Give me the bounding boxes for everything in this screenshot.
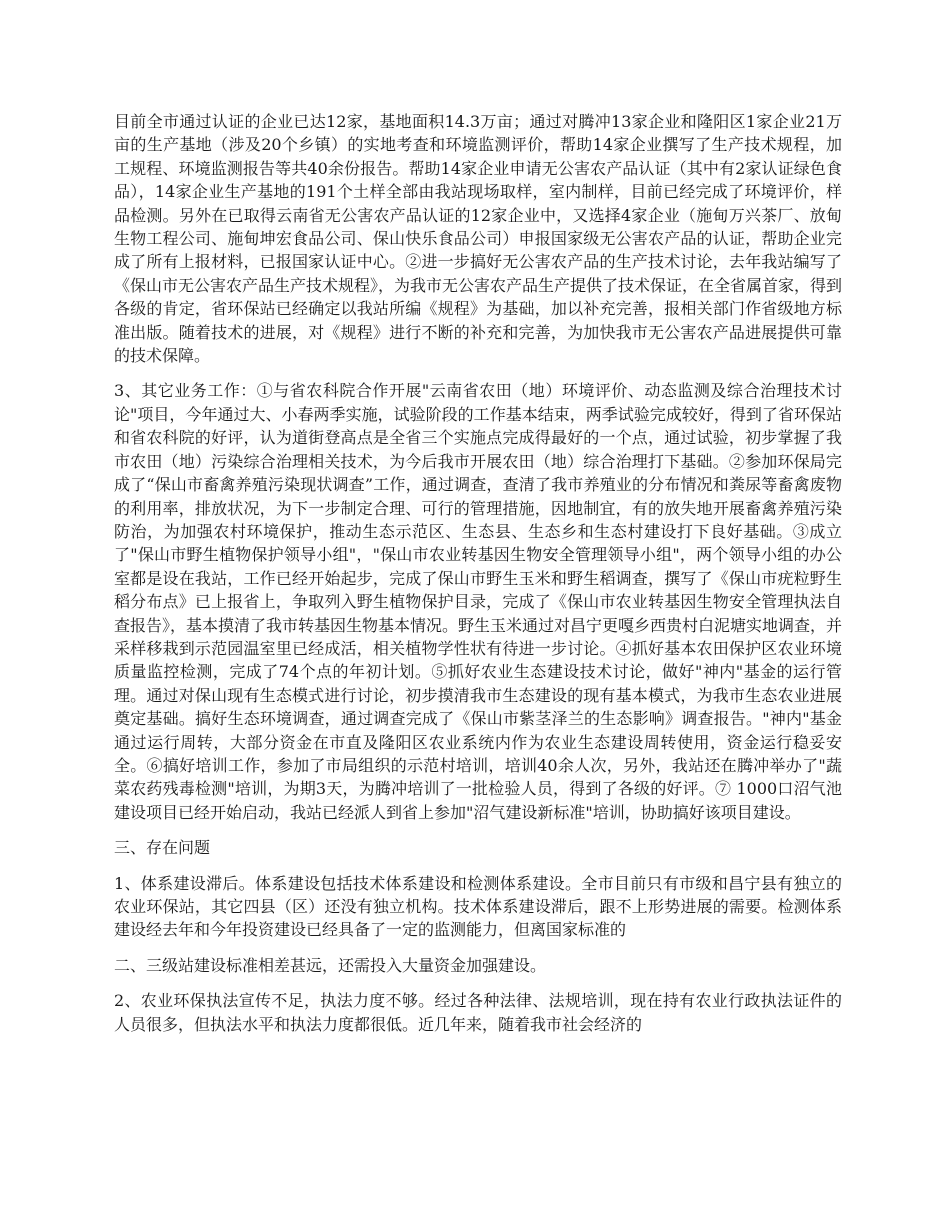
paragraph-certification-summary: 目前全市通过认证的企业已达12家，基地面积14.3万亩；通过对腾冲13家企业和隆阳区1家企业21万亩的生产基地（涉及20个乡镇）的实地考查和环境监测评价，帮助14家企业撰写了生产技术规程，加工规程、环境监测报告等共40余份报告。帮助14家企业申请无公害农产品认证（其中有2家认证绿色食品），14家企业生产基地的191个土样全部由我站现场取样，室内制样，目前已经完成了环境评价，样品检测。另外在已取得云南省无公害农产品认证的12家企业中，又选择4家企业（施甸万兴茶厂、放甸生物工程公司、施甸坤宏食品公司、保山快乐食品公司）申报国家级无公害农产品的认证，帮助企业完成了所有上报材料，已报国家认证中心。②进一步搞好无公害农产品的生产技术讨论，去年我站编写了《保山市无公害农产品生产技术规程》，为我市无公害农产品生产提供了技术保证，在全省属首家，得到各级的肯定，省环保站已经确定以我站所编《规程》为基础，加以补充完善，报相关部门作省级地方标准出版。随着技术的进展，对《规程》进行不断的补充和完善，为加快我市无公害农产品进展提供可靠的技术保障。 xyxy=(114,112,843,366)
paragraph-station-standards-gap: 二、三级站建设标准相差甚远，还需投入大量资金加强建设。 xyxy=(114,955,547,975)
paragraph-other-business-work: 3、其它业务工作：①与省农科院合作开展"云南省农田（地）环境评价、动态监测及综合治理技术讨论"项目，今年通过大、小春两季实施，试验阶段的工作基本结束，两季试验完成较好，得到了省环保站和省农科院的好评，认为道街登高点是全省三个实施点完成得最好的一个点，通过试验，初步掌握了我市农田（地）污染综合治理相关技术，为今后我市开展农田（地）综合治理打下基础。②参加环保局完成了“保山市畜禽养殖污染现状调查”工作，通过调查，查清了我市养殖业的分布情况和粪尿等畜禽废物的利用率，排放状况，为下一步制定合理、可行的管理措施，因地制宜，有的放失地开展畜禽养殖污染防治，为加强农村环境保护，推动生态示范区、生态县、生态乡和生态村建设打下良好基础。③成立了"保山市野生植物保护领导小组"，"保山市农业转基因生物安全管理领导小组"，两个领导小组的办公室都是设在我站，工作已经开始起步，完成了保山市野生玉米和野生稻调查，撰写了《保山市疣粒野生稻分布点》已上报省上，争取列入野生植物保护目录，完成了《保山市农业转基因生物安全管理执法自查报告》，基本摸清了我市转基因生物基本情况。野生玉米通过对昌宁更嘎乡西贵村白泥塘实地调查，并采样移栽到示范园温室里已经成活，相关植物学性状有待进一步讨论。④抓好基本农田保护区农业环境质量监控检测，完成了74个点的年初计划。⑤抓好农业生态建设技术讨论，做好"神内"基金的运行管理。通过对保山现有生态模式进行讨论，初步摸清我市生态建设的现有基本模式，为我市生态农业进展奠定基础。搞好生态环境调查，通过调查完成了《保山市紫茎泽兰的生态影响》调查报告。"神内"基金通过运行周转，大部分资金在市直及隆阳区农业系统内作为农业生态建设周转使用，资金运行稳妥安全。⑥搞好培训工作，参加了市局组织的示范村培训，培训40余人次，另外，我站还在腾冲举办了"蔬菜农药残毒检测"培训，为期3天，为腾冲培训了一批检验人员，得到了各级的好评。⑦ 1000口沼气池建设项目已经开始启动，我站已经派人到省上参加"沼气建设新标准"培训，协助搞好该项目建设。 xyxy=(114,381,843,822)
paragraph-enforcement-publicity: 2、农业环保执法宣传不足，执法力度不够。经过各种法律、法规培训，现在持有农业行政执法证件的人员很多，但执法水平和执法力度都很低。近几年来，随着我市社会经济的 xyxy=(114,991,842,1034)
section-heading-existing-problems: 三、存在问题 xyxy=(114,838,211,858)
document-body xyxy=(114,110,842,1048)
paragraph-system-construction-lag: 1、体系建设滞后。体系建设包括技术体系建设和检测体系建设。全市目前只有市级和昌宁县有独立的农业环保站，其它四县（区）还没有独立机构。技术体系建设滞后，跟不上形势进展的需要。检测体系建设经去年和今年投资建设已经具备了一定的监测能力，但离国家标准的 xyxy=(114,873,842,940)
